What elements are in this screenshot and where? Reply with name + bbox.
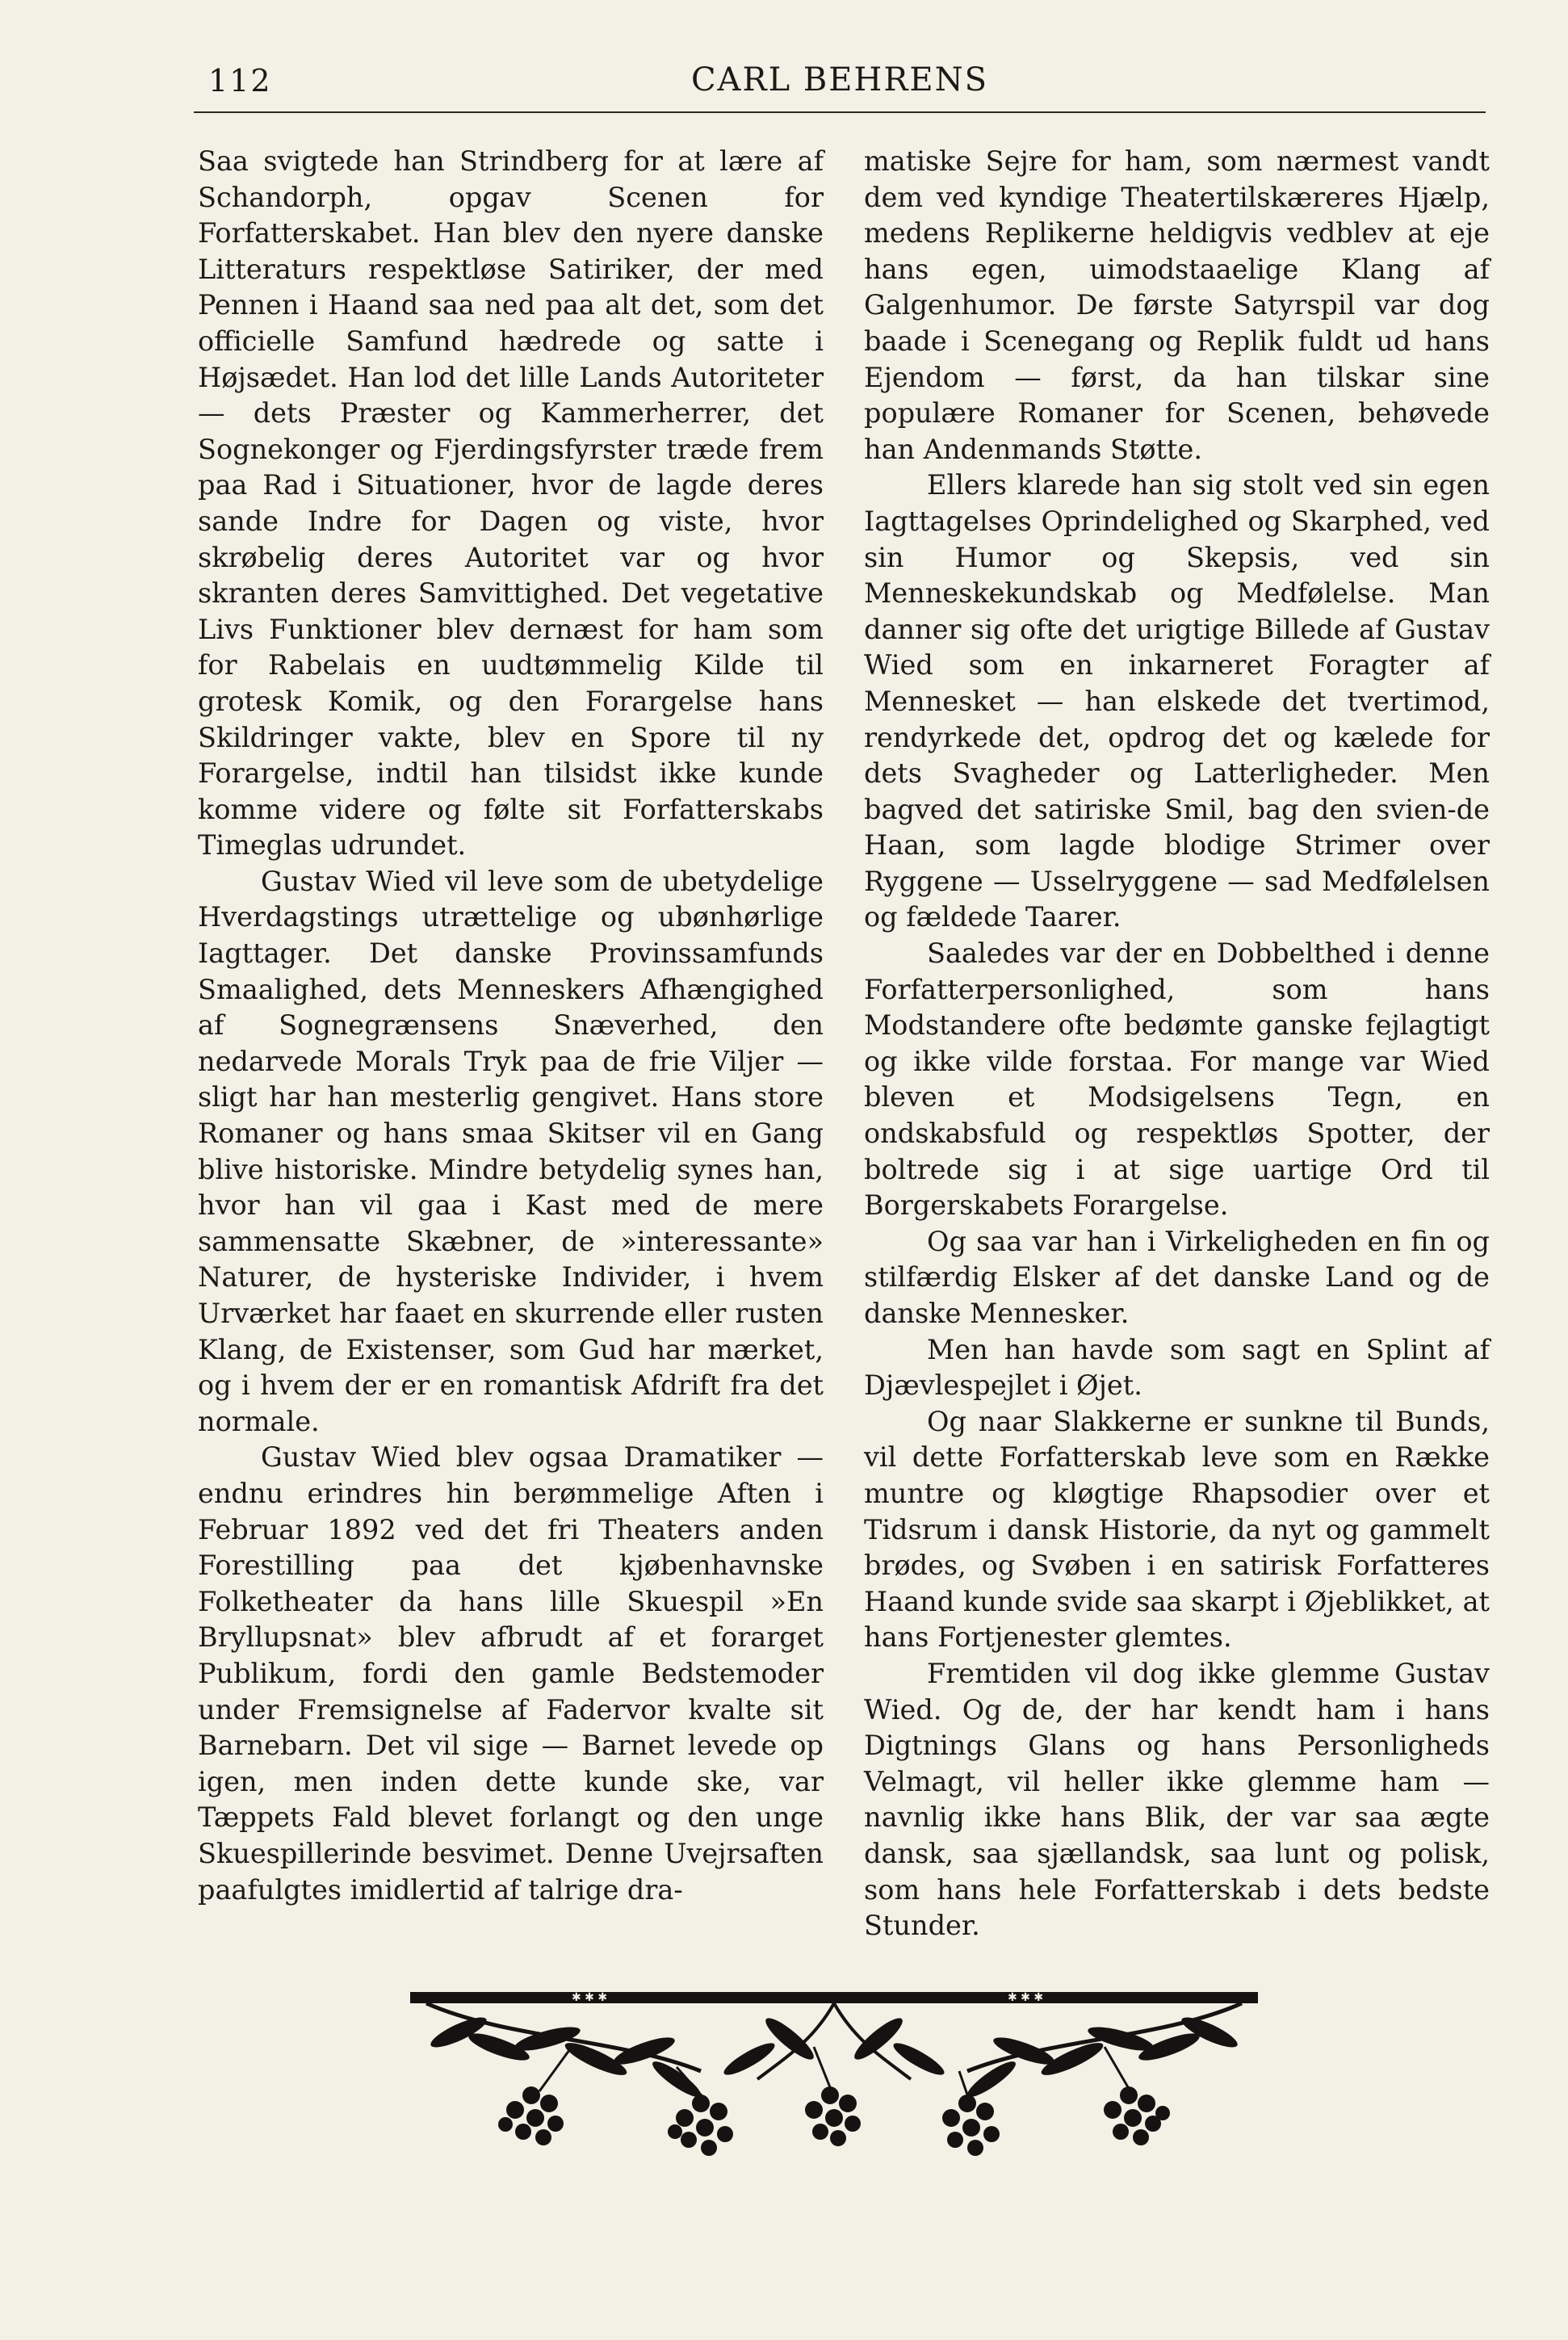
paragraph: Saaledes var der en Dobbelthed i denne Forfatterpersonlighed, som hans Modstandere ofte bedømte ganske fejlagtigt og ikke vilde forstaa. For mange var Wied bleven et Modsigelsens Tegn, en ondskabsfuld og respektløs Spotter, der boltrede sig i at sige uartige Ord til Borgerskabets Forargelse.	[864, 937, 1490, 1222]
svg-text:✱ ✱ ✱: ✱ ✱ ✱	[572, 1991, 608, 2004]
paragraph: Saa svigtede han Strindberg for at lære af Schandorph, opgav Scenen for Forfatterskabet. Han blev den nyere danske Litteraturs respektløse Satiriker, der med Pennen i Haand saa ned paa alt det, som det officielle Samfund hædrede og satte i Højsædet. Han lod det lille Lands Autoriteter — dets Præster og Kammerherrer, det Sognekonger og Fjerdingsfyrster træde frem paa Rad i Situationer, hvor de lagde deres sande Indre for Dagen og viste, hvor skrøbelig deres Autoritet var og hvor skranten deres Samvittighed. Det vegetative Livs Funktioner blev dernæst for ham som for Rabelais en uudtømmelig Kilde til grotesk Komik, og den Forargelse hans Skildringer vakte, blev en Spore til ny Forargelse, indtil han tilsidst ikke kunde komme videre og følte sit Forfatterskabs Timeglas udrundet.	[198, 145, 824, 862]
paragraph: Gustav Wied blev ogsaa Dramatiker — endnu erindres hin berømmelige Aften i Februar 1892 ved det fri Theaters anden Forestilling paa det kjøbenhavnske Folketheater da hans lille Skuespil »En Bryllupsnat» blev afbrudt af et forarget Publikum, fordi den gamle Bedstemoder under Fremsignelse af Fadervor kvalte sit Barnebarn. Det vil sige — Barnet levede op igen, men inden dette kunde ske, var Tæppets Fald blevet forlangt og den unge Skuespillerinde besvimet. Denne Uvejrsaften paafulgtes imidlertid af talrige dra-	[198, 1441, 824, 1906]
paragraph: Ellers klarede han sig stolt ved sin egen Iagttagelses Oprindelighed og Skarphed, ved sin Humor og Skepsis, ved sin Menneskekundskab og Medfølelse. Man danner sig ofte det urigtige Billede af Gustav Wied som en inkarneret Foragter af Mennesket — han elskede det tvertimod, rendyrkede det, opdrog det og kælede for dets Svagheder og Latterligheder. Men bagved det satiriske Smil, bag den svien-de Haan, som lagde blodige Strimer over Ryggene — Usselryggene — sad Medfølelsen og fældede Taarer.	[864, 469, 1490, 933]
paragraph: Men han havde som sagt en Splint af Djævlespejlet i Øjet.	[864, 1333, 1490, 1402]
paragraph: matiske Sejre for ham, som nærmest vandt dem ved kyndige Theatertilskæreres Hjælp, medens Replikerne heldigvis vedblev at eje hans egen, uimodstaaelige Klang af Galgenhumor. De første Satyrspil var dog baade i Scenegang og Replik fuldt ud hans Ejendom — først, da han tilskar sine populære Romaner for Scenen, behøvede han Andenmands Støtte.	[864, 145, 1490, 465]
elderberry-branch-vignette-icon	[410, 1982, 1258, 2184]
page-number: 112	[208, 63, 272, 99]
right-column	[864, 144, 1490, 1944]
running-title: CARL BEHRENS	[690, 61, 989, 99]
paragraph: Gustav Wied vil leve som de ubetydelige Hverdagstings utrættelige og ubønhørlige Iagttager. Det danske Provinssamfunds Smaalighed, dets Menneskers Afhængighed af Sognegrænsens Snæverhed, den nedarvede Morals Tryk paa de frie Viljer — sligt har han mesterlig gengivet. Hans store Romaner og hans smaa Skitser vil en Gang blive historiske. Mindre betydelig synes han, hvor han vil gaa i Kast med de mere sammensatte Skæbner, de »interessante» Naturer, de hysteriske Individer, i hvem Urværket har faaet en skurrende eller rusten Klang, de Existenser, som Gud har mærket, og i hvem der er en romantisk Afdrift fra det normale.	[198, 865, 824, 1437]
page-header	[194, 55, 1486, 113]
paragraph: Fremtiden vil dog ikke glemme Gustav Wied. Og de, der har kendt ham i hans Digtnings Glans og hans Personligheds Velmagt, vil heller ikke glemme ham — navnlig ikke hans Blik, der var saa ægte dansk, saa sjællandsk, saa lunt og polisk, som hans hele Forfatterskab i dets bedste Stunder.	[864, 1657, 1490, 1942]
left-column	[198, 144, 824, 1908]
paragraph: Og naar Slakkerne er sunkne til Bunds, vil dette Forfatterskab leve som en Række muntre og kløgtige Rhapsodier over et Tidsrum i dansk Historie, da nyt og gammelt brødes, og Svøben i en satirisk Forfatteres Haand kunde svide saa skarpt i Øjeblikket, at hans Fortjenester glemtes.	[864, 1405, 1490, 1654]
paragraph: Og saa var han i Virkeligheden en fin og stilfærdig Elsker af det danske Land og de danske Mennesker.	[864, 1225, 1490, 1329]
svg-text:✱ ✱ ✱: ✱ ✱ ✱	[1008, 1991, 1044, 2004]
